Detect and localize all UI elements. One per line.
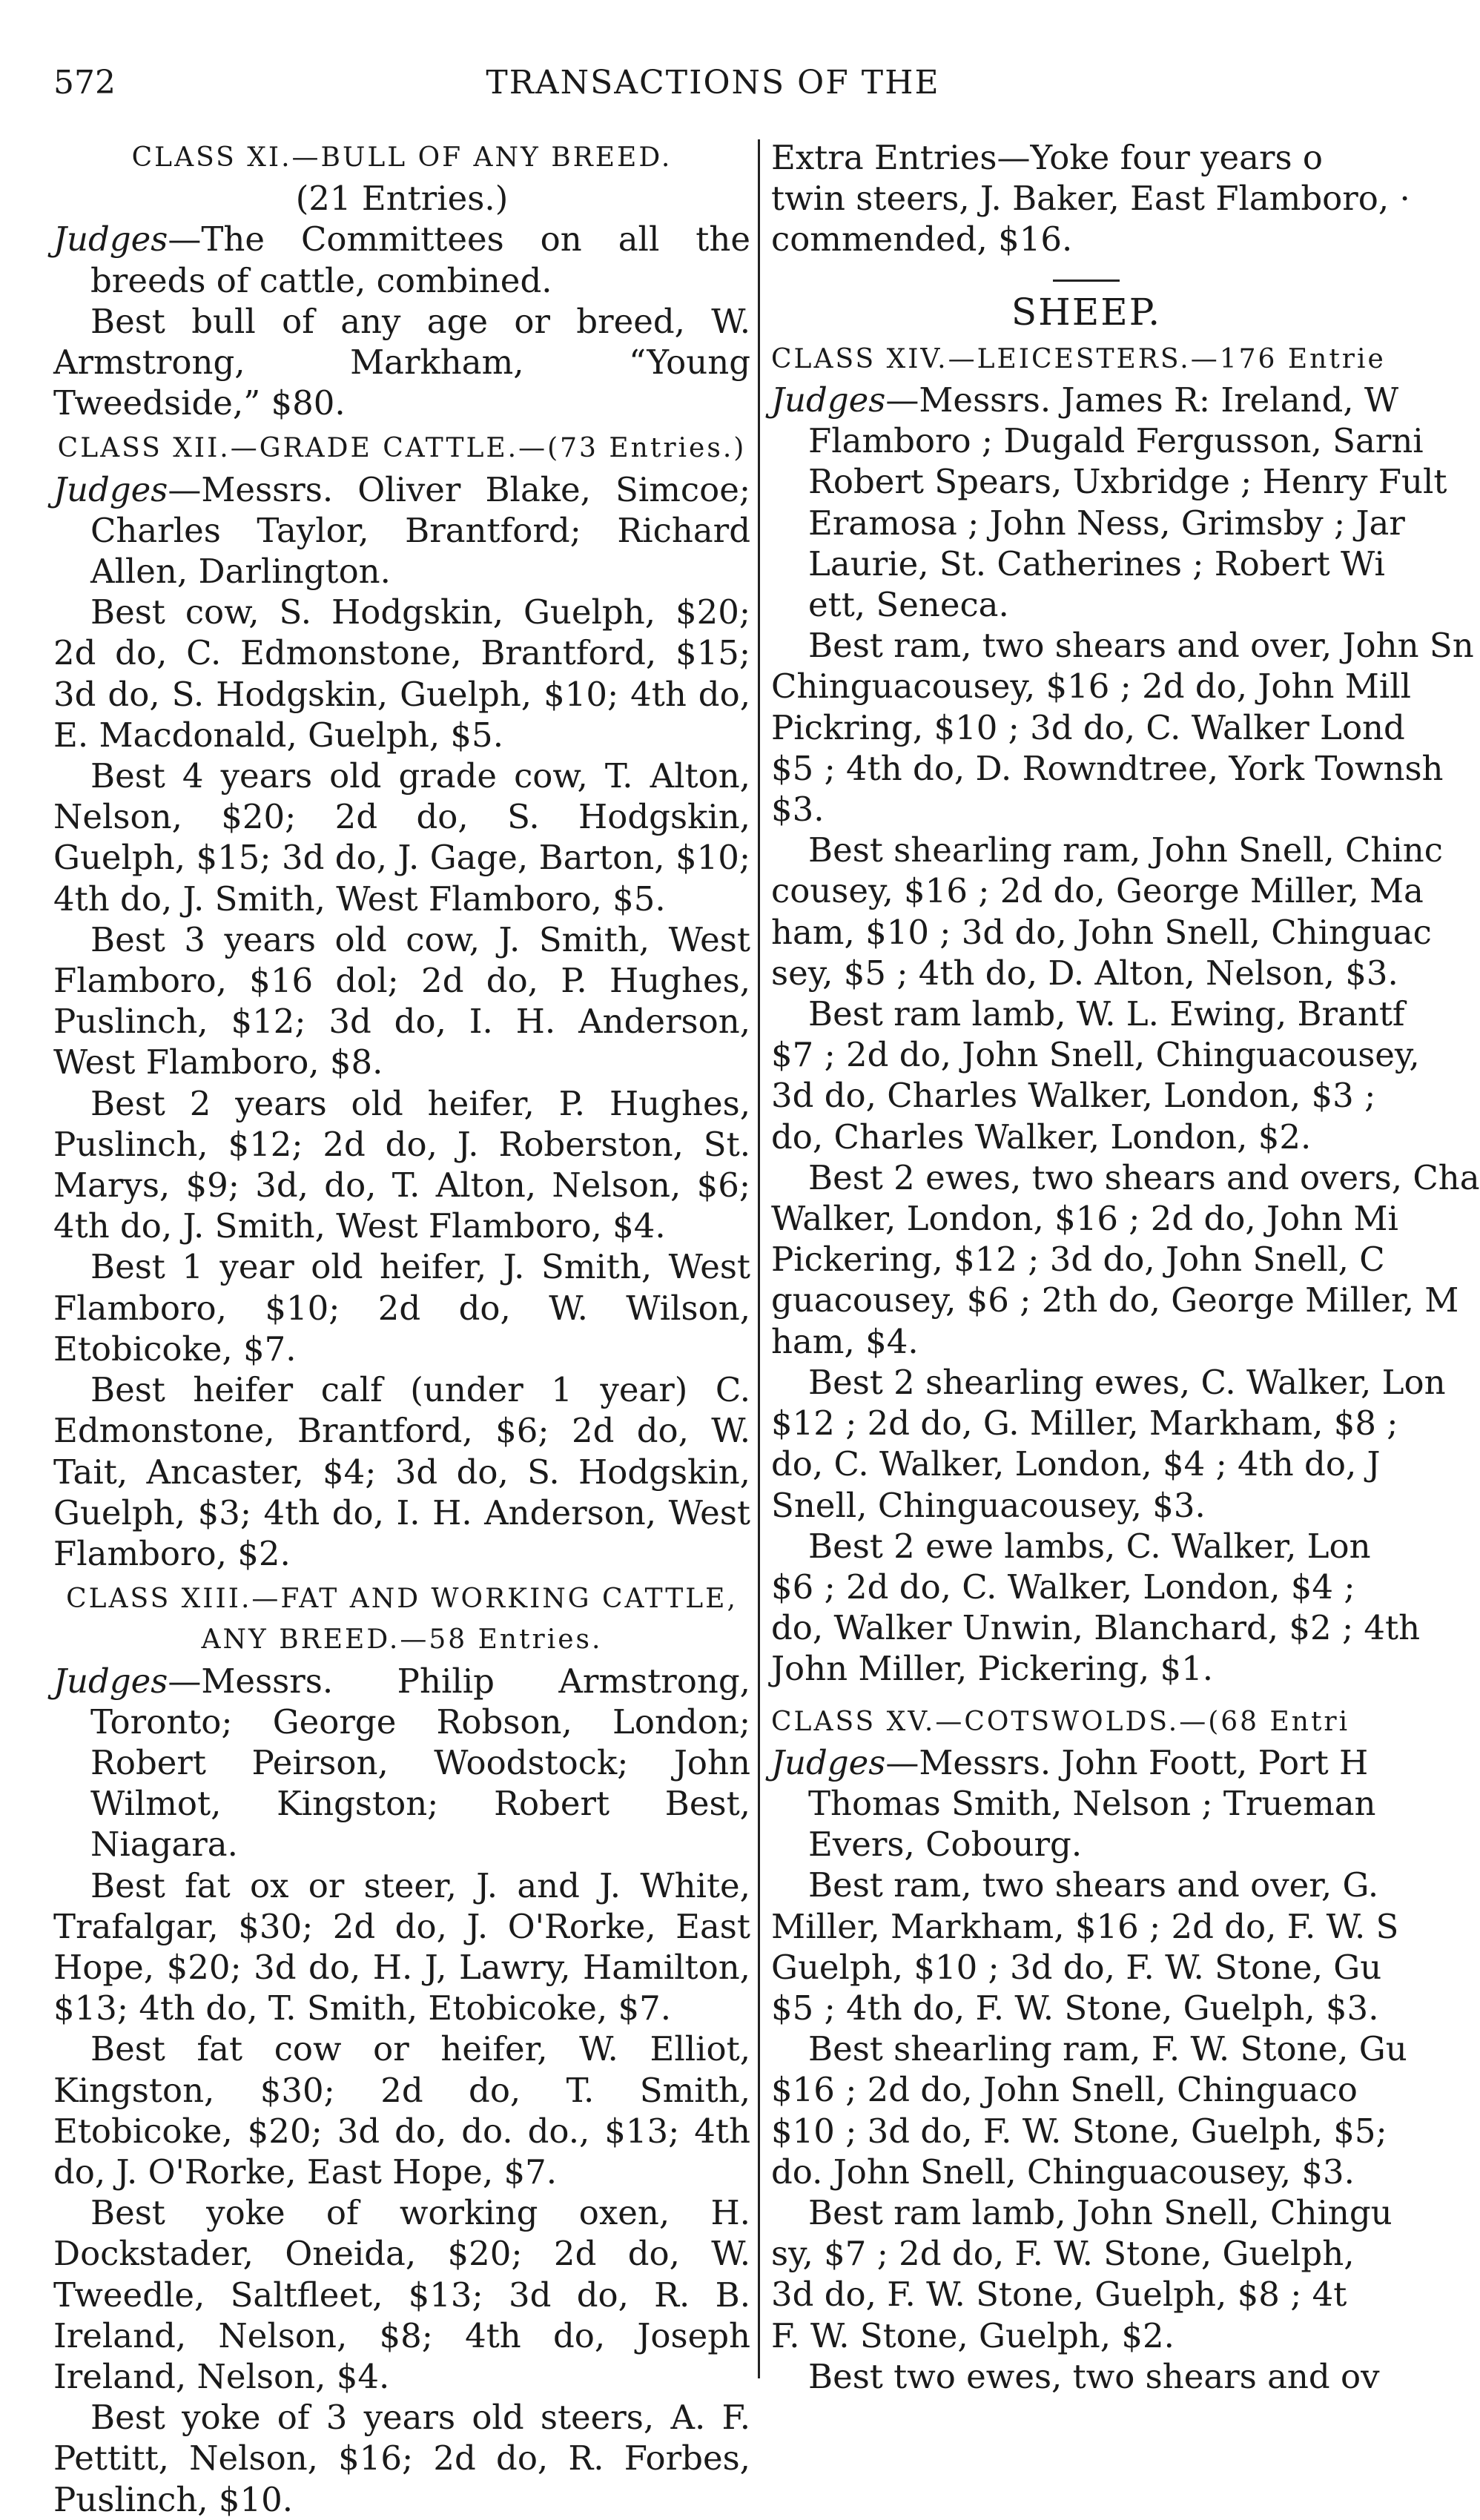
judges-text: —The Committees on all the breeds of cattle, combined. bbox=[90, 219, 750, 300]
text-line: do, C. Walker, London, $4 ; 4th do, J bbox=[771, 1444, 1381, 1484]
class-15-award bbox=[771, 2356, 1401, 2397]
judges-text: —Messrs. Philip Armstrong, Toronto; George Robson, London; Robert Peirson, Woodstock; John Wilmot, Kingston; Robert Best, Niagara. bbox=[90, 1661, 750, 1865]
text-line: Pickering, $12 ; 3d do, John Snell, C bbox=[771, 1240, 1385, 1280]
class-14-award bbox=[771, 625, 1474, 830]
left-column bbox=[53, 137, 750, 2520]
class-14-award bbox=[771, 1362, 1446, 1526]
class-12-title: CLASS XII.—GRADE CATTLE.—(73 Entries.) bbox=[57, 433, 747, 464]
text-line: $7 ; 2d do, John Snell, Chinguacousey, bbox=[771, 1035, 1420, 1075]
class-14-award bbox=[771, 1526, 1421, 1690]
page-number: 572 bbox=[53, 64, 116, 102]
text-line: Best shearling ram, F. W. Stone, Gu bbox=[808, 2029, 1407, 2069]
text-line: guacousey, $6 ; 2th do, George Miller, M bbox=[771, 1280, 1459, 1320]
text-line: sey, $5 ; 4th do, D. Alton, Nelson, $3. bbox=[771, 953, 1398, 993]
judges-label: Judges bbox=[53, 219, 168, 259]
judges-label: Judges bbox=[771, 1742, 886, 1782]
judges-text: —Messrs. James R: Ireland, W bbox=[885, 380, 1399, 420]
class-13-award: Best fat ox or steer, J. and J. White, Trafalgar, $30; 2d do, J. O'Rorke, East Hope, $20; 3d do, H. J, Lawry, Hamilton, $13; 4th do, T. Smith, Etobicoke, $7. bbox=[53, 1865, 750, 2028]
sheep-section-title: SHEEP. bbox=[1011, 290, 1162, 334]
text-line: Flamboro ; Dugald Fergusson, Sarni bbox=[808, 421, 1424, 461]
extra-entries-line: Extra Entries—Yoke four years o bbox=[771, 138, 1324, 177]
text-line: do, Charles Walker, London, $2. bbox=[771, 1117, 1312, 1157]
text-line: 3d do, F. W. Stone, Guelph, $8 ; 4t bbox=[771, 2275, 1347, 2315]
class-15-award bbox=[771, 2028, 1407, 2192]
section-rule bbox=[1053, 280, 1120, 282]
class-14-award bbox=[771, 993, 1420, 1157]
class-11-title: CLASS XI.—BULL OF ANY BREED. bbox=[131, 142, 673, 173]
column-divider bbox=[758, 139, 760, 2378]
class-12-judges bbox=[53, 469, 750, 592]
extra-entries-line: twin steers, J. Baker, East Flamboro, · bbox=[771, 179, 1410, 219]
page-header bbox=[0, 64, 1426, 108]
class-12-award: Best cow, S. Hodgskin, Guelph, $20; 2d do, C. Edmonstone, Brantford, $15; 3d do, S. Hodgskin, Guelph, $10; 4th do, E. Macdonald, Guelph, $5. bbox=[53, 592, 750, 755]
text-line: $10 ; 3d do, F. W. Stone, Guelph, $5; bbox=[771, 2111, 1387, 2151]
text-line: Eramosa ; John Ness, Grimsby ; Jar bbox=[808, 503, 1405, 543]
text-line: Best two ewes, two shears and ov bbox=[808, 2356, 1380, 2396]
text-line: Walker, London, $16 ; 2d do, John Mi bbox=[771, 1199, 1398, 1239]
text-line: Best shearling ram, John Snell, Chinc bbox=[808, 830, 1443, 870]
text-line: $6 ; 2d do, C. Walker, London, $4 ; bbox=[771, 1567, 1355, 1607]
class-13-award: Best fat cow or heifer, W. Elliot, Kingston, $30; 2d do, T. Smith, Etobicoke, $20; 3d do, do. do., $13; 4th do, J. O'Rorke, East Hope, $7. bbox=[53, 2029, 750, 2192]
text-line: Thomas Smith, Nelson ; Trueman bbox=[808, 1783, 1376, 1823]
judges-text: —Messrs. John Foott, Port H bbox=[885, 1742, 1369, 1782]
class-15-title: CLASS XV.—COTSWOLDS.—(68 Entri bbox=[771, 1706, 1350, 1737]
text-line: do. John Snell, Chinguacousey, $3. bbox=[771, 2152, 1355, 2192]
class-14-title: CLASS XIV.—LEICESTERS.—176 Entrie bbox=[771, 343, 1386, 374]
text-line: Best ram, two shears and over, John Sn bbox=[808, 626, 1474, 666]
text-line: $12 ; 2d do, G. Miller, Markham, $8 ; bbox=[771, 1403, 1398, 1443]
text-line: ett, Seneca. bbox=[808, 585, 1009, 625]
text-line: Snell, Chinguacousey, $3. bbox=[771, 1485, 1206, 1525]
text-line: $5 ; 4th do, F. W. Stone, Guelph, $3. bbox=[771, 1988, 1379, 2028]
class-11-award: Best bull of any age or breed, W. Armstrong, Markham, “Young Tweedside,” $80. bbox=[53, 301, 750, 423]
extra-entries-line: commended, $16. bbox=[771, 219, 1073, 259]
class-12-award: Best 2 years old heifer, P. Hughes, Puslinch, $12; 2d do, J. Roberston, St. Marys, $9; 3d, do, T. Alton, Nelson, $6; 4th do, J. Smith, West Flamboro, $4. bbox=[53, 1083, 750, 1246]
text-line: Guelph, $10 ; 3d do, F. W. Stone, Gu bbox=[771, 1947, 1382, 1987]
class-11-entries: (21 Entries.) bbox=[295, 179, 509, 219]
judges-label: Judges bbox=[53, 469, 168, 509]
class-12-award: Best heifer calf (under 1 year) C. Edmonstone, Brantford, $6; 2d do, W. Tait, Ancaster, $4; 3d do, S. Hodgskin, Guelph, $3; 4th do, I. H. Anderson, West Flamboro, $2. bbox=[53, 1370, 750, 1573]
class-13-award: Best yoke of working oxen, H. Dockstader, Oneida, $20; 2d do, W. Tweedle, Saltfleet, $13; 3d do, R. B. Ireland, Nelson, $8; 4th do, Joseph Ireland, Nelson, $4. bbox=[53, 2193, 750, 2396]
text-line: $3. bbox=[771, 790, 825, 830]
text-line: Best 2 shearling ewes, C. Walker, Lon bbox=[808, 1362, 1446, 1402]
text-line: Miller, Markham, $16 ; 2d do, F. W. S bbox=[771, 1906, 1399, 1946]
text-line: do, Walker Unwin, Blanchard, $2 ; 4th bbox=[771, 1608, 1421, 1648]
text-line: 3d do, Charles Walker, London, $3 ; bbox=[771, 1076, 1376, 1116]
text-line: $16 ; 2d do, John Snell, Chinguaco bbox=[771, 2070, 1358, 2110]
class-14-award bbox=[771, 830, 1443, 993]
class-13-judges bbox=[53, 1661, 750, 1865]
class-12-award: Best 4 years old grade cow, T. Alton, Nelson, $20; 2d do, S. Hodgskin, Guelph, $15; 3d do, J. Gage, Barton, $10; 4th do, J. Smith, West Flamboro, $5. bbox=[53, 756, 750, 919]
text-line: Chinguacousey, $16 ; 2d do, John Mill bbox=[771, 667, 1412, 707]
running-head: TRANSACTIONS OF THE bbox=[486, 64, 940, 102]
class-15-award bbox=[771, 1865, 1401, 2028]
class-15-award bbox=[771, 2192, 1401, 2356]
text-line: Best ram lamb, W. L. Ewing, Brantf bbox=[808, 994, 1405, 1034]
class-15-judges-cont bbox=[771, 1783, 1401, 1865]
right-column bbox=[771, 137, 1480, 2397]
text-line: Best 2 ewe lambs, C. Walker, Lon bbox=[808, 1526, 1371, 1566]
text-line: Best 2 ewes, two shears and overs, Cha bbox=[808, 1157, 1480, 1197]
text-line: $5 ; 4th do, D. Rowndtree, York Townsh bbox=[771, 748, 1444, 788]
class-14-judges bbox=[771, 380, 1401, 420]
text-line: ham, $4. bbox=[771, 1321, 919, 1361]
text-line: Robert Spears, Uxbridge ; Henry Fult bbox=[808, 462, 1447, 502]
text-line: Evers, Cobourg. bbox=[808, 1825, 1083, 1865]
class-11-judges bbox=[53, 219, 750, 300]
text-line: John Miller, Pickering, $1. bbox=[771, 1649, 1214, 1689]
class-15-judges bbox=[771, 1742, 1401, 1783]
text-line: Pickring, $10 ; 3d do, C. Walker Lond bbox=[771, 707, 1405, 747]
judges-label: Judges bbox=[771, 380, 886, 420]
class-13-award: Best yoke of 3 years old steers, A. F. Pettitt, Nelson, $16; 2d do, R. Forbes, Puslinch, $10. bbox=[53, 2398, 750, 2519]
text-line: Best ram, two shears and over, G. bbox=[808, 1865, 1379, 1905]
class-12-award: Best 3 years old cow, J. Smith, West Flamboro, $16 dol; 2d do, P. Hughes, Puslinch, $12; 3d do, I. H. Anderson, West Flamboro, $8. bbox=[53, 919, 750, 1082]
text-line: cousey, $16 ; 2d do, George Miller, Ma bbox=[771, 871, 1424, 911]
class-14-judges-cont bbox=[771, 420, 1447, 625]
judges-label: Judges bbox=[53, 1661, 168, 1701]
text-line: F. W. Stone, Guelph, $2. bbox=[771, 2315, 1175, 2355]
class-13-title: CLASS XIII.—FAT AND WORKING CATTLE, ANY BREED.—58 Entries. bbox=[66, 1584, 738, 1656]
text-line: Best ram lamb, John Snell, Chingu bbox=[808, 2192, 1393, 2232]
class-12-award: Best 1 year old heifer, J. Smith, West Flamboro, $10; 2d do, W. Wilson, Etobicoke, $7. bbox=[53, 1247, 750, 1369]
text-line: sy, $7 ; 2d do, F. W. Stone, Guelph, bbox=[771, 2234, 1355, 2274]
class-14-award bbox=[771, 1157, 1480, 1362]
text-line: Laurie, St. Catherines ; Robert Wi bbox=[808, 543, 1385, 583]
text-line: ham, $10 ; 3d do, John Snell, Chinguac bbox=[771, 912, 1432, 952]
judges-text: —Messrs. Oliver Blake, Simcoe; Charles Taylor, Brantford; Richard Allen, Darlington. bbox=[90, 469, 750, 592]
